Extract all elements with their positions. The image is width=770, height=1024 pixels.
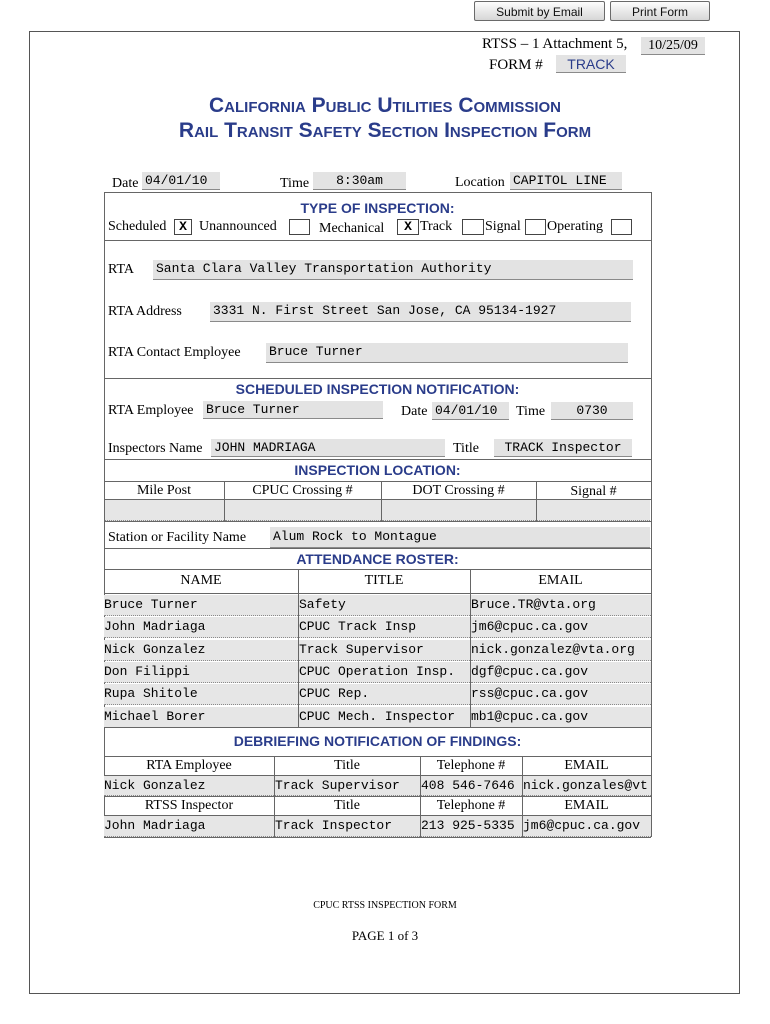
debrief-rtss-phone-header: Telephone # bbox=[436, 798, 506, 813]
roster-name-cell[interactable]: Don Filippi bbox=[104, 662, 298, 683]
unannounced-label: Unannounced bbox=[199, 219, 277, 234]
signal-number-field[interactable] bbox=[537, 500, 650, 521]
notify-employee-field[interactable]: Bruce Turner bbox=[203, 401, 383, 419]
roster-name-cell[interactable]: Bruce Turner bbox=[104, 595, 298, 616]
inspector-name-field[interactable]: JOHN MADRIAGA bbox=[211, 439, 445, 457]
debrief-rta-employee-field[interactable]: Nick Gonzalez bbox=[104, 776, 274, 796]
roster-title-cell[interactable]: CPUC Rep. bbox=[299, 684, 470, 705]
station-field[interactable]: Alum Rock to Montague bbox=[270, 527, 650, 548]
track-checkbox[interactable] bbox=[462, 219, 484, 235]
print-form-button[interactable]: Print Form bbox=[610, 1, 710, 21]
debrief-rtss-title-field[interactable]: Track Inspector bbox=[275, 816, 420, 837]
debrief-rta-phone-field[interactable]: 408 546-7646 bbox=[421, 776, 522, 796]
roster-email-cell[interactable]: mb1@cpuc.ca.gov bbox=[471, 707, 651, 728]
cpuc-crossing-field[interactable] bbox=[225, 500, 381, 521]
roster-name-cell[interactable]: Michael Borer bbox=[104, 707, 298, 728]
date-label: Date bbox=[112, 176, 139, 191]
roster-email-cell[interactable]: rss@cpuc.ca.gov bbox=[471, 684, 651, 705]
roster-email-cell[interactable]: Bruce.TR@vta.org bbox=[471, 595, 651, 616]
page-number: PAGE 1 of 3 bbox=[351, 928, 419, 943]
mile-post-header: Mile Post bbox=[136, 483, 192, 498]
debrief-rtss-email-header: EMAIL bbox=[564, 798, 609, 813]
track-label: Track bbox=[420, 219, 453, 234]
mechanical-label: Mechanical bbox=[319, 221, 385, 236]
unannounced-checkbox[interactable] bbox=[289, 219, 310, 235]
roster-title-cell[interactable]: CPUC Track Insp bbox=[299, 617, 470, 638]
roster-email-cell[interactable]: jm6@cpuc.ca.gov bbox=[471, 617, 651, 638]
form-number-label: FORM # bbox=[489, 57, 543, 73]
rta-label: RTA bbox=[108, 262, 135, 277]
signal-label: Signal bbox=[485, 219, 521, 234]
inspection-location-heading: INSPECTION LOCATION: bbox=[294, 462, 461, 478]
location-label: Location bbox=[455, 175, 505, 190]
roster-title-header: TITLE bbox=[364, 573, 404, 588]
debriefing-heading: DEBRIEFING NOTIFICATION OF FINDINGS: bbox=[233, 733, 522, 749]
roster-title-cell[interactable]: Safety bbox=[299, 595, 470, 616]
rta-address-field[interactable]: 3331 N. First Street San Jose, CA 95134-1927 bbox=[210, 302, 631, 322]
type-of-inspection-heading: TYPE OF INSPECTION: bbox=[300, 200, 455, 216]
roster-email-cell[interactable]: nick.gonzalez@vta.org bbox=[471, 640, 651, 661]
scheduled-notification-heading: SCHEDULED INSPECTION NOTIFICATION: bbox=[235, 381, 520, 397]
footer-form-name: CPUC RTSS INSPECTION FORM bbox=[313, 900, 457, 911]
notify-employee-label: RTA Employee bbox=[108, 403, 194, 418]
operating-checkbox[interactable] bbox=[611, 219, 632, 235]
rta-contact-field[interactable]: Bruce Turner bbox=[266, 343, 628, 363]
roster-title-cell[interactable]: CPUC Mech. Inspector bbox=[299, 707, 470, 728]
rta-contact-label: RTA Contact Employee bbox=[108, 345, 241, 360]
debrief-rta-email-field[interactable]: nick.gonzales@vt bbox=[523, 776, 651, 796]
debrief-rtss-phone-field[interactable]: 213 925-5335 bbox=[421, 816, 522, 837]
notify-time-label: Time bbox=[516, 404, 546, 419]
roster-title-cell[interactable]: Track Supervisor bbox=[299, 640, 470, 661]
debrief-rta-title-header: Title bbox=[334, 758, 360, 773]
rta-field[interactable]: Santa Clara Valley Transportation Authority bbox=[153, 260, 633, 280]
roster-name-cell[interactable]: Rupa Shitole bbox=[104, 684, 298, 705]
cpuc-crossing-header: CPUC Crossing # bbox=[252, 483, 353, 498]
inspector-title-label: Title bbox=[453, 441, 479, 456]
roster-name-cell[interactable]: Nick Gonzalez bbox=[104, 640, 298, 661]
inspector-title-field[interactable]: TRACK Inspector bbox=[494, 439, 632, 457]
time-label: Time bbox=[280, 176, 310, 191]
roster-title-cell[interactable]: CPUC Operation Insp. bbox=[299, 662, 470, 683]
notify-date-field[interactable]: 04/01/10 bbox=[432, 402, 509, 420]
operating-label: Operating bbox=[547, 219, 603, 234]
date-field[interactable]: 04/01/10 bbox=[142, 172, 220, 190]
debrief-rtss-title-header: Title bbox=[334, 798, 360, 813]
attendance-heading: ATTENDANCE ROSTER: bbox=[296, 551, 459, 567]
mechanical-checkbox[interactable]: X bbox=[397, 219, 419, 235]
station-label: Station or Facility Name bbox=[108, 530, 247, 545]
location-field[interactable]: CAPITOL LINE bbox=[510, 172, 622, 190]
debrief-rtss-inspector-header: RTSS Inspector bbox=[144, 798, 234, 813]
rtss-attachment-label: RTSS – 1 Attachment 5, bbox=[482, 36, 628, 52]
scheduled-checkbox[interactable]: X bbox=[174, 219, 192, 235]
debrief-rta-phone-header: Telephone # bbox=[436, 758, 506, 773]
notify-date-label: Date bbox=[401, 404, 428, 419]
rta-address-label: RTA Address bbox=[108, 304, 182, 319]
debrief-rta-employee-header: RTA Employee bbox=[146, 758, 232, 773]
roster-name-header: NAME bbox=[180, 573, 222, 588]
revision-date-field[interactable]: 10/25/09 bbox=[641, 37, 705, 55]
debrief-rtss-email-field[interactable]: jm6@cpuc.ca.gov bbox=[523, 816, 651, 837]
form-number-field[interactable]: TRACK bbox=[556, 55, 626, 73]
inspector-name-label: Inspectors Name bbox=[108, 441, 203, 456]
dot-crossing-field[interactable] bbox=[382, 500, 536, 521]
signal-checkbox[interactable] bbox=[525, 219, 546, 235]
time-field[interactable]: 8:30am bbox=[313, 172, 406, 190]
debrief-rta-email-header: EMAIL bbox=[564, 758, 609, 773]
notify-time-field[interactable]: 0730 bbox=[551, 402, 633, 420]
debrief-rtss-inspector-field[interactable]: John Madriaga bbox=[104, 816, 274, 837]
dot-crossing-header: DOT Crossing # bbox=[412, 483, 505, 498]
form-title: Rail Transit Safety Section Inspection Form bbox=[178, 119, 592, 142]
debrief-rta-title-field[interactable]: Track Supervisor bbox=[275, 776, 420, 796]
roster-name-cell[interactable]: John Madriaga bbox=[104, 617, 298, 638]
scheduled-label: Scheduled bbox=[108, 219, 167, 234]
roster-email-cell[interactable]: dgf@cpuc.ca.gov bbox=[471, 662, 651, 683]
mile-post-field[interactable] bbox=[105, 500, 224, 521]
submit-by-email-button[interactable]: Submit by Email bbox=[474, 1, 605, 21]
commission-title: California Public Utilities Commission bbox=[209, 94, 561, 117]
signal-number-header: Signal # bbox=[570, 484, 617, 499]
roster-email-header: EMAIL bbox=[538, 573, 583, 588]
